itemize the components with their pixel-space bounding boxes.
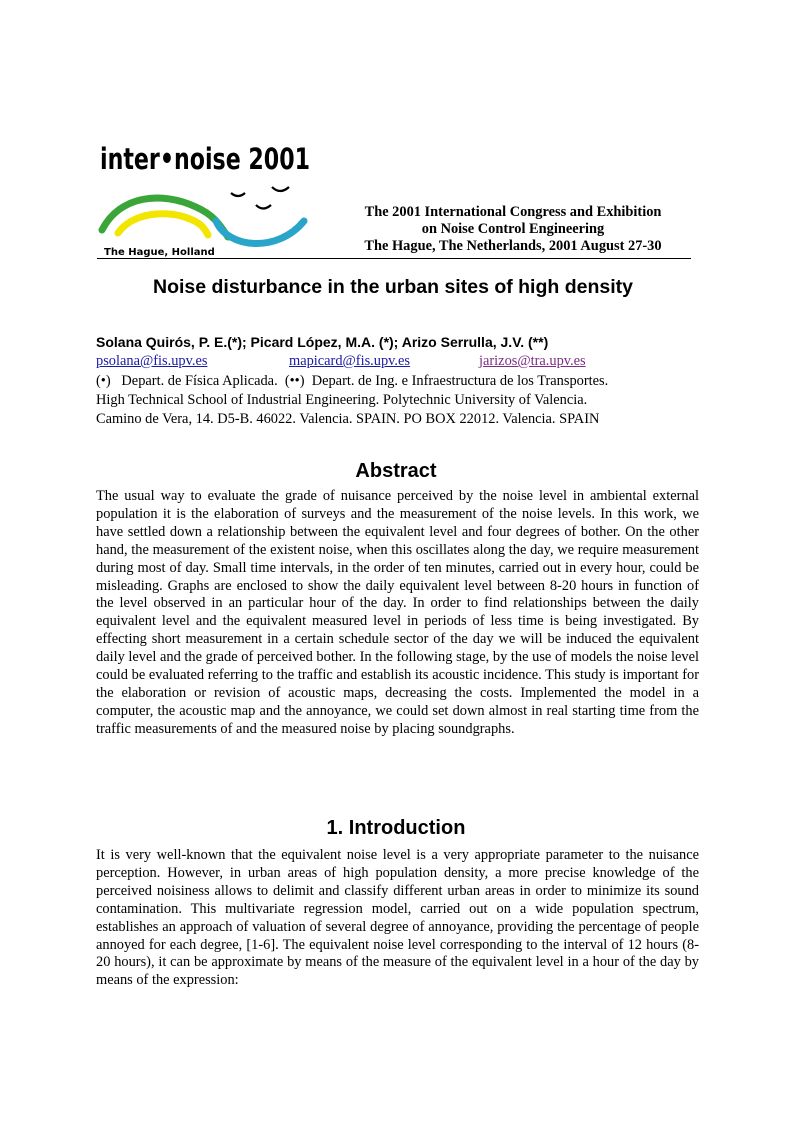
smile-mark-2 [272, 187, 289, 191]
affiliation-line-3: Camino de Vera, 14. D5-B. 46022. Valencia. SPAIN. PO BOX 22012. Valencia. SPAIN [96, 411, 600, 427]
smile-mark-1 [231, 193, 245, 196]
inter-noise-logo-graphic [96, 133, 336, 263]
logo-wordmark: inter•noise 2001 [100, 142, 310, 176]
affiliations [96, 372, 716, 429]
email-link-1[interactable]: psolana@fis.upv.es [96, 353, 208, 369]
affiliation-line-2: High Technical School of Industrial Engineering. Polytechnic University of Valencia. [96, 392, 588, 408]
conference-logo [96, 133, 336, 263]
conference-info [336, 204, 690, 255]
cyan-wave-arc [216, 221, 304, 244]
email-link-3[interactable]: jarizos@tra.upv.es [479, 353, 586, 369]
affiliation-line-1: (•) Depart. de Física Aplicada. (••) Depart. de Ing. e Infraestructura de los Transportes. [96, 373, 609, 389]
paper-title: Noise disturbance in the urban sites of high density [153, 276, 633, 298]
conference-line-2: on Noise Control Engineering [421, 221, 605, 237]
yellow-wave-arc [118, 214, 208, 235]
smile-mark-3 [256, 205, 271, 209]
conference-line-1: The 2001 International Congress and Exhibition [364, 204, 662, 220]
header-rule [97, 258, 691, 259]
abstract-body: The usual way to evaluate the grade of nuisance perceived by the noise level in ambiental external population it is the elaboration of surveys and the measurement of the noise levels. In this work, we have settled down a relationship between the equivalent level and four degrees of bother. On the other hand, the measurement of the existent noise, when this oscillates along the day, we require measurement during most of day. Small time intervals, in the order of ten minutes, carried out in every hour, could be misleading. Graphs are enclosed to show the daily equivalent level between 8-20 hours in function of the level observed in an particular hour of the day. In order to find relationships between the daily equivalent level and the equivalent measured level in periods of less time is being investigated. By effecting short measurement in a certain schedule sector of the day we will be induced the equivalent daily level and the grade of perceived bother. In the following stage, by the use of models the noise level could be evaluated referring to the traffic and establish its acoustic incidence. This study is important for the elaboration or revision of acoustic maps, decreasing the costs. Implemented the model in a computer, the acoustic map and the annoyance, we could set down almost in real starting time from the traffic measurements of and the measured noise by placing soundgraphs. [96, 488, 699, 737]
email-link-2[interactable]: mapicard@fis.upv.es [289, 353, 411, 369]
introduction-heading: 1. Introduction [326, 817, 466, 839]
logo-location: The Hague, Holland [104, 247, 215, 258]
abstract-heading: Abstract [355, 460, 437, 482]
author-list: Solana Quirós, P. E.(*); Picard López, M.A. (*); Arizo Serrulla, J.V. (**) [96, 334, 549, 350]
conference-line-3: The Hague, The Netherlands, 2001 August 27-30 [364, 238, 662, 254]
introduction-body: It is very well-known that the equivalent noise level is a very appropriate parameter to the nuisance perception. However, in urban areas of high population density, a more precise knowledge of the perceived noisiness allows to delimit and classify different urban areas in order to minimize its sound contamination. This multivariate regression model, carried out on a wide population spectrum, establishes an approach of valuation of several degree of annoyance, providing the percentage of people annoyed for each degree, [1-6]. The equivalent noise level corresponding to the interval of 12 hours (8-20 hours), it can be approximate by means of the measure of the equivalent level in a hour of the day by means of the expression: [96, 847, 699, 989]
